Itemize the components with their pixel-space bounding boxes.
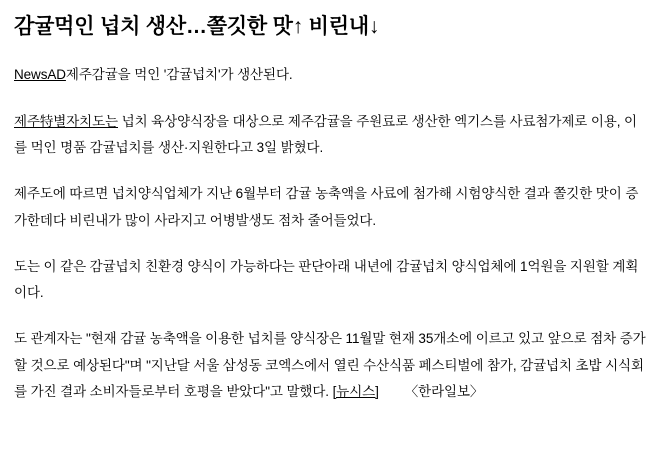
paragraph-5-text: 도 관계자는 "현재 감귤 농축액을 이용한 넙치를 양식장은 11월말 현재 35개소에 이르고 있고 앞으로 점차 증가할 것으로 예상된다"며 "지난달 서울 삼성동 코엑스에서 열린 수산식품 페스티벌에 참가, 감귤넙치 초밥 시식회를 가진 결과 소비자들로부터 호평을 받았다"고 말했다. [14,331,646,400]
publisher-name: 〈한라일보〉 [404,384,484,400]
page-title: 감귤먹인 넙치 생산…쫄깃한 맛↑ 비린내↓ [14,15,380,38]
news-agency-tag[interactable]: [뉴시스] [332,384,379,400]
lead-text: 제주감귤을 먹인 '감귤넙치'가 생산된다. [65,67,293,83]
paragraph-2-text: 넙치 육상양식장을 대상으로 제주감귤을 주원료로 생산한 엑기스를 사료첨가제로 이용, 이를 먹인 명품 감귤넙치를 생산·지원한다고 3일 밝혔다. [14,113,637,155]
lead-paragraph [14,62,646,88]
paragraph-2-emphasis: 제주特별자치도는 [14,113,118,129]
paragraph-2 [14,109,646,162]
byline-prefix: NewsAD [14,67,66,83]
paragraph-5 [14,326,646,405]
paragraph-4: 도는 이 같은 감귤넙치 친환경 양식이 가능하다는 판단아래 내년에 감귤넙치 양식업체에 1억원을 지원할 계획이다. [14,258,639,301]
paragraph-3: 제주도에 따르면 넙치양식업체가 지난 6월부터 감귤 농축액을 사료에 첨가해 시험양식한 결과 쫄깃한 맛이 증가한데다 비린내가 많이 사라지고 어병발생도 점차 줄어들었다. [14,186,639,228]
